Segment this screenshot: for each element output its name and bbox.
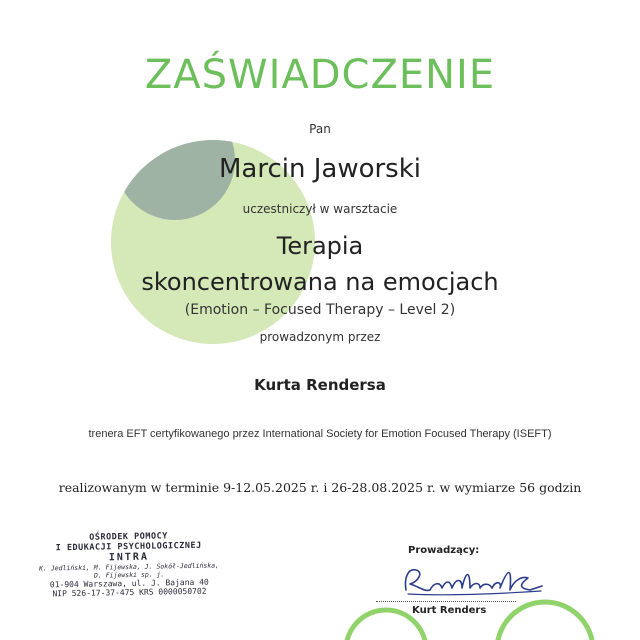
stamp-line5: 01-904 Warszawa, ul. J. Bajana 40 <box>49 577 209 590</box>
stamp-line3: INTRA <box>108 551 150 564</box>
stamp-line6: NIP 526-17-37-475 KRS 0000050702 <box>52 586 207 599</box>
workshop-subtitle: (Emotion – Focused Therapy – Level 2) <box>184 302 456 318</box>
signature-label: Prowadzący: <box>408 545 480 556</box>
trainer-name: Kurta Rendersa <box>254 376 386 394</box>
stamp-line1: OŚRODEK POMOCY <box>89 531 168 543</box>
stamp-line4: K. Jedliński, M. Fijewska, J. Sokół-Jedlińska, D. Fijewski sp. j. <box>38 561 220 580</box>
dates-text: realizowanym w terminie 9-12.05.2025 r. i 26-28.08.2025 r. w wymiarze 56 godzin <box>58 480 582 495</box>
organization-stamp <box>33 530 224 598</box>
stamp-line2: I EDUKACJI PSYCHOLOGICZNEJ <box>55 540 202 554</box>
certificate-title: ZAŚWIADCZENIE <box>144 52 496 98</box>
signature-line <box>376 601 516 602</box>
handwritten-signature <box>396 560 546 600</box>
signer-name: Kurt Renders <box>412 605 487 616</box>
salutation: Pan <box>309 122 331 136</box>
trainer-description: trenera EFT certyfikowanego przez International Society for Emotion Focused Therapy (ISEFT) <box>88 428 552 440</box>
led-by-text: prowadzonym przez <box>259 330 381 344</box>
participation-text: uczestniczył w warsztacie <box>242 202 398 216</box>
workshop-title-line1: Terapia <box>276 232 364 260</box>
workshop-title-line2: skoncentrowana na emocjach <box>141 268 499 296</box>
ring-circle-right <box>497 602 593 640</box>
recipient-name: Marcin Jaworski <box>218 154 422 184</box>
